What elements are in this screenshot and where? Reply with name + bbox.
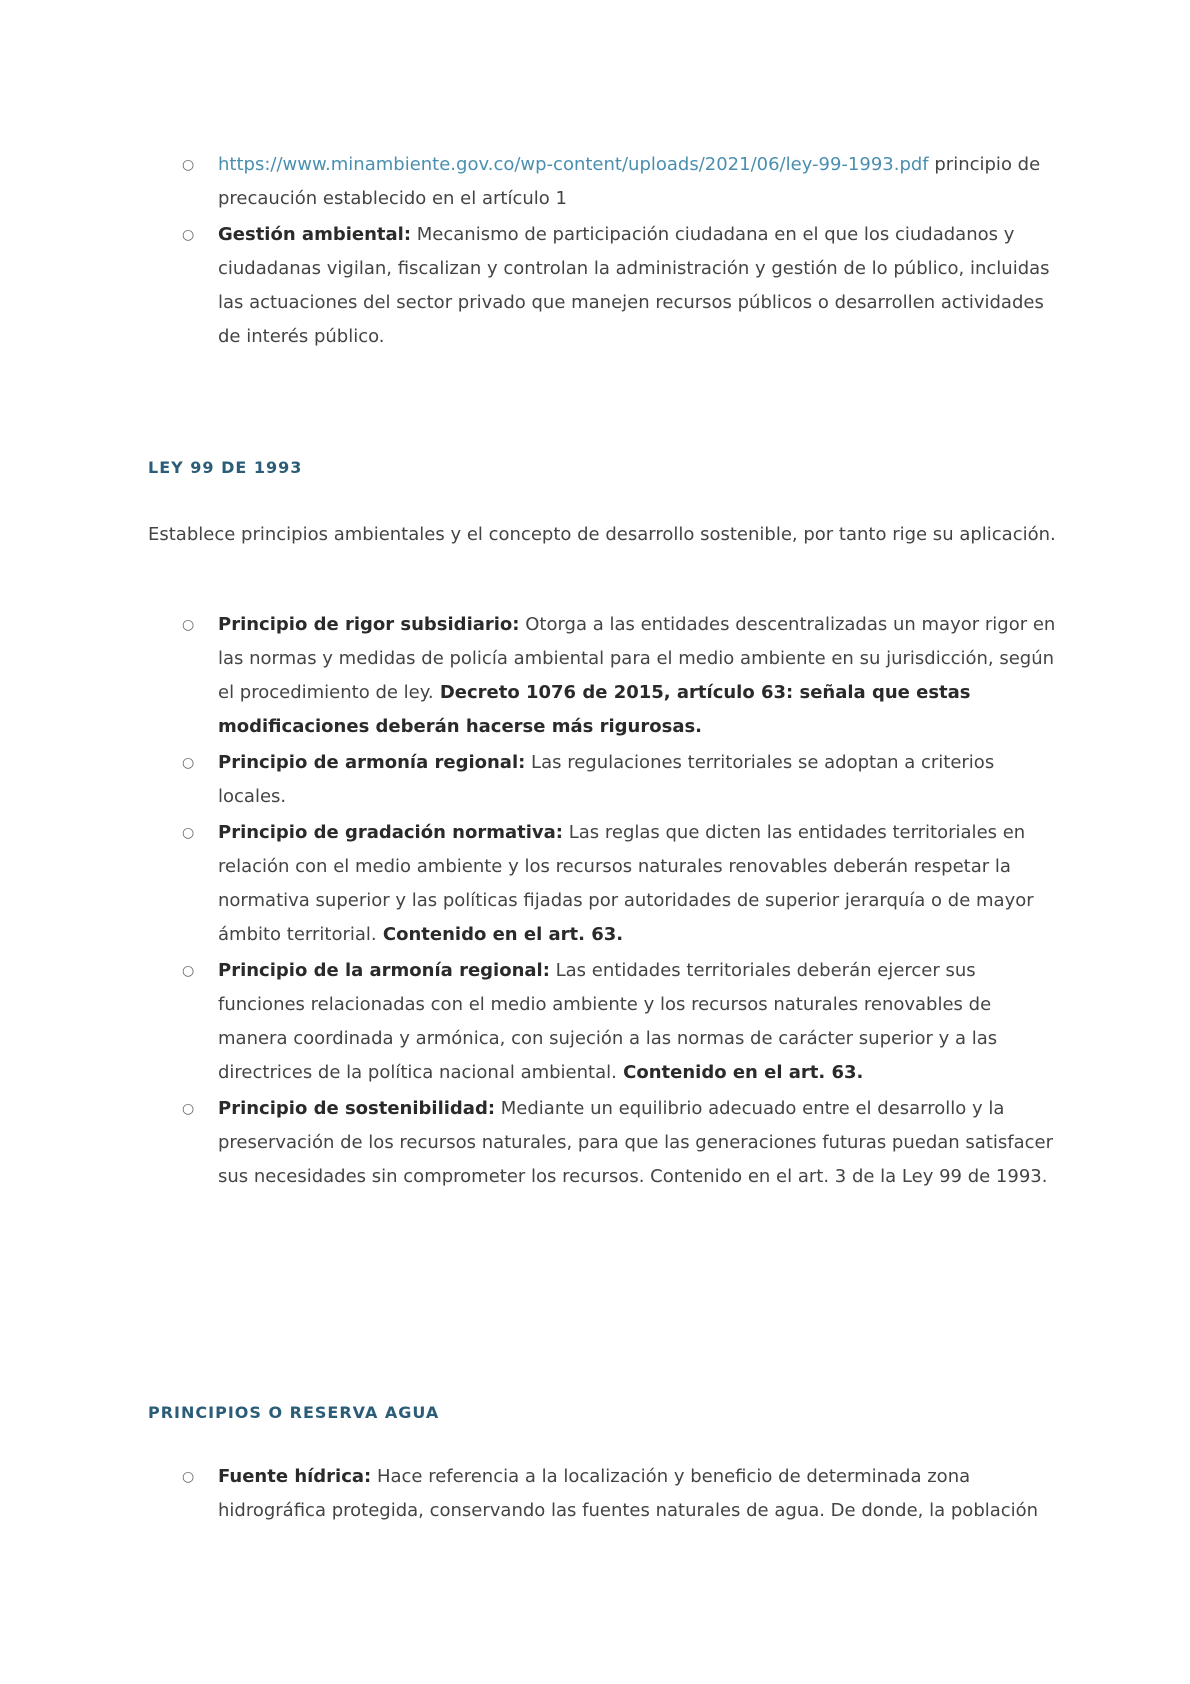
- item-text: Hace referencia a la localización y beneficio de determinada zona hidrográfica protegida, conservando las fuentes naturales de agua. De donde, la población: [218, 1466, 1039, 1521]
- item-label: Principio de sostenibilidad:: [218, 1098, 496, 1119]
- item-bold-tail: Decreto 1076 de 2015, artículo 63: señala que estas modificaciones deberán hacerse más rigurosas.: [218, 682, 971, 737]
- bullet-icon: ○: [182, 157, 195, 173]
- bullet-icon: ○: [182, 755, 195, 771]
- item-label: Principio de rigor subsidiario:: [218, 614, 520, 635]
- section-title: PRINCIPIOS O RESERVA AGUA: [148, 1403, 440, 1422]
- list-item: [148, 148, 1060, 216]
- section3-list: [148, 1460, 1060, 1530]
- bullet-icon: ○: [182, 617, 195, 633]
- item-text: Mediante un equilibrio adecuado entre el desarrollo y la preservación de los recursos naturales, para que las generaciones futuras puedan satisfacer sus necesidades sin comprometer los recursos. Contenido en el art. 3 de la Ley 99 de 1993.: [218, 1098, 1054, 1187]
- bullet-icon: ○: [182, 1469, 195, 1485]
- bullet-icon: ○: [182, 963, 195, 979]
- item-text: principio de precaución establecido en el artículo 1: [218, 154, 1041, 209]
- item-text: Las reglas que dicten las entidades territoriales en relación con el medio ambiente y los recursos naturales renovables deberán respetar la normativa superior y las políticas fijadas por autoridades de superior jerarquía o de mayor ámbito territorial.: [218, 822, 1034, 945]
- item-bold-tail: Contenido en el art. 63.: [616, 1062, 864, 1083]
- item-text: Las entidades territoriales deberán ejercer sus funciones relacionadas con el medio ambiente y los recursos naturales renovables de manera coordinada y armónica, con sujeción a las normas de carácter superior y a las directrices de la política nacional ambiental.: [218, 960, 998, 1083]
- section1-list: [148, 148, 1060, 356]
- section2-list: [148, 608, 1060, 1196]
- list-item: [148, 1460, 1060, 1528]
- bullet-icon: ○: [182, 1101, 195, 1117]
- list-item: [148, 816, 1060, 952]
- item-label: Principio de la armonía regional:: [218, 960, 550, 981]
- bullet-icon: ○: [182, 825, 195, 841]
- bullet-icon: ○: [182, 227, 195, 243]
- item-label: Principio de gradación normativa:: [218, 822, 563, 843]
- item-text: Las regulaciones territoriales se adoptan a criterios locales.: [218, 752, 995, 807]
- reference-link[interactable]: https://www.minambiente.gov.co/wp-content/uploads/2021/06/ley-99-1993.pdf: [218, 154, 929, 175]
- item-text: Mecanismo de participación ciudadana en el que los ciudadanos y ciudadanas vigilan, fiscalizan y controlan la administración y gestión de lo público, incluidas las actuaciones del sector privado que manejen recursos públicos o desarrollen actividades de interés público.: [218, 224, 1050, 347]
- list-item: [148, 608, 1060, 744]
- section-title: LEY 99 DE 1993: [148, 458, 303, 477]
- item-label: Fuente hídrica:: [218, 1466, 372, 1487]
- item-text: Otorga a las entidades descentralizadas un mayor rigor en las normas y medidas de policía ambiental para el medio ambiente en su jurisdicción, según el procedimiento de ley.: [218, 614, 1056, 703]
- item-label: Gestión ambiental:: [218, 224, 412, 245]
- item-bold-tail: Contenido en el art. 63.: [376, 924, 624, 945]
- list-item: [148, 954, 1060, 1090]
- item-label: Principio de armonía regional:: [218, 752, 526, 773]
- list-item: [148, 746, 1060, 814]
- list-item: [148, 1092, 1060, 1194]
- section-intro: Establece principios ambientales y el concepto de desarrollo sostenible, por tanto rige su aplicación.: [148, 524, 1056, 545]
- list-item: [148, 218, 1060, 354]
